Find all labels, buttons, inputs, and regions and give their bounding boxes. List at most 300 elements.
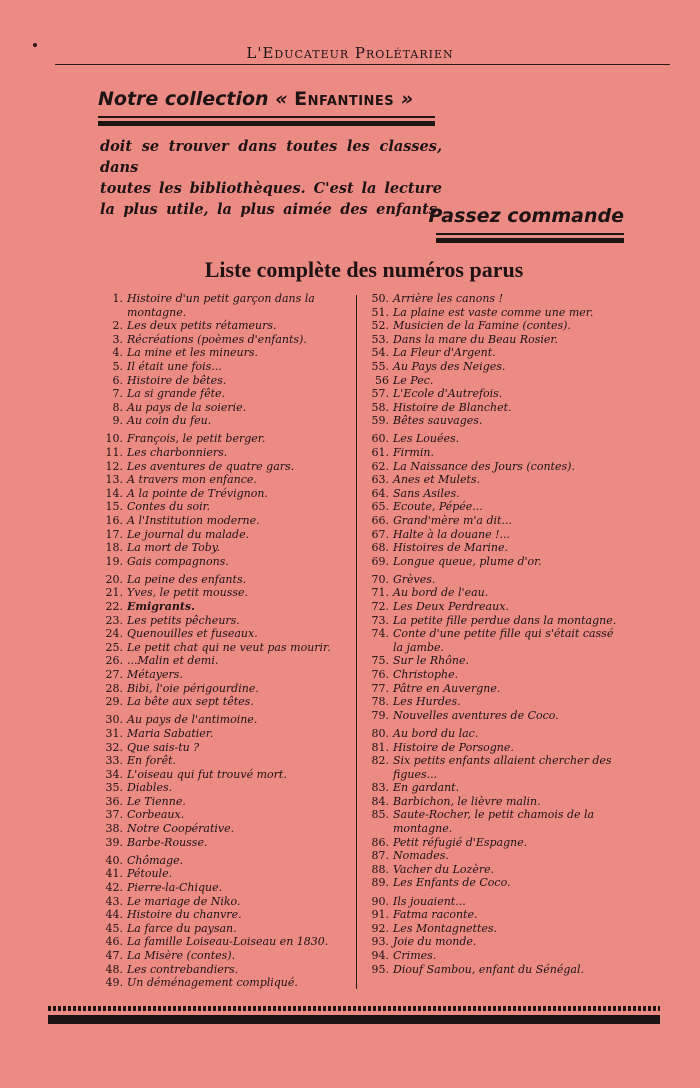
list-item bbox=[100, 500, 352, 514]
item-title: Au Pays des Neiges. bbox=[393, 359, 506, 373]
list-item bbox=[100, 854, 352, 868]
item-title: Emigrants. bbox=[127, 600, 195, 614]
column-divider bbox=[356, 295, 357, 989]
list-item bbox=[100, 727, 352, 741]
item-number: 49. bbox=[105, 976, 123, 990]
item-number: 86. bbox=[371, 835, 389, 849]
item-title: Sans Asiles. bbox=[393, 486, 460, 500]
item-title: Les Montagnettes. bbox=[393, 921, 498, 935]
list-item bbox=[366, 627, 622, 654]
item-title: Diables. bbox=[127, 781, 173, 795]
list-item bbox=[366, 614, 622, 628]
list-item bbox=[100, 555, 352, 569]
item-number: 52. bbox=[371, 319, 389, 333]
item-number: 26. bbox=[105, 654, 123, 668]
item-title: La peine des enfants. bbox=[127, 572, 247, 586]
list-item bbox=[100, 781, 352, 795]
item-title: Ils jouaient... bbox=[393, 894, 466, 908]
item-title: Les deux petits rétameurs. bbox=[127, 319, 277, 333]
item-title: La bête aux sept têtes. bbox=[127, 695, 254, 709]
list-item bbox=[366, 414, 622, 428]
item-title: La petite fille perdue dans la montagne. bbox=[393, 613, 617, 627]
list-item bbox=[366, 600, 622, 614]
item-title: Grand'mère m'a dit... bbox=[393, 514, 512, 527]
collection-title bbox=[98, 88, 413, 110]
item-number: 18. bbox=[105, 541, 123, 555]
item-title: Conte d'une petite fille qui s'était cassé la jambe. bbox=[393, 627, 614, 654]
item-title: Histoire de bêtes. bbox=[127, 373, 227, 387]
list-item bbox=[100, 401, 352, 415]
item-number: 36. bbox=[105, 794, 123, 808]
item-number: 61. bbox=[371, 446, 389, 460]
item-title: La mort de Toby. bbox=[127, 541, 221, 555]
item-number: 35. bbox=[105, 781, 123, 795]
item-title: Histoire de Porsogne. bbox=[393, 740, 514, 754]
list-item bbox=[366, 460, 622, 474]
item-title: Les Hurdes. bbox=[393, 695, 461, 709]
item-number: 87. bbox=[371, 849, 389, 863]
item-number: 70. bbox=[371, 572, 389, 586]
list-item bbox=[366, 849, 622, 863]
list-item bbox=[100, 654, 352, 668]
list-item bbox=[366, 333, 622, 347]
item-number: 83. bbox=[371, 781, 389, 795]
item-title: Crimes. bbox=[393, 948, 437, 962]
item-title: Un déménagement compliqué. bbox=[127, 976, 298, 990]
list-item bbox=[100, 514, 352, 528]
list-item bbox=[100, 836, 352, 850]
list-item bbox=[100, 473, 352, 487]
list-column-left bbox=[100, 292, 352, 990]
item-number: 27. bbox=[105, 668, 123, 682]
list-item bbox=[100, 627, 352, 641]
list-item bbox=[366, 374, 622, 388]
list-item bbox=[100, 976, 352, 990]
item-title: La plaine est vaste comme une mer. bbox=[393, 305, 594, 319]
item-number: 92. bbox=[371, 921, 389, 935]
item-number: 77. bbox=[371, 681, 389, 695]
item-number: 46. bbox=[105, 935, 123, 949]
list-item bbox=[100, 487, 352, 501]
list-item bbox=[100, 374, 352, 388]
list-item bbox=[366, 473, 622, 487]
item-number: 74. bbox=[371, 627, 389, 641]
item-number: 89. bbox=[371, 876, 389, 890]
item-number: 60. bbox=[371, 432, 389, 446]
item-number: 42. bbox=[105, 880, 123, 894]
list-item bbox=[100, 908, 352, 922]
item-title: Histoire de Blanchet. bbox=[393, 400, 512, 414]
item-title: Grèves. bbox=[393, 572, 436, 586]
list-item bbox=[366, 895, 622, 909]
item-number: 71. bbox=[371, 586, 389, 600]
item-number: 20. bbox=[105, 572, 123, 586]
list-item bbox=[366, 586, 622, 600]
list-item bbox=[100, 432, 352, 446]
item-title: Saute-Rocher, le petit chamois de la montagne. bbox=[393, 808, 595, 836]
item-number: 22. bbox=[105, 600, 123, 614]
item-title: Les aventures de quatre gars. bbox=[127, 459, 295, 473]
item-number: 59. bbox=[371, 414, 389, 428]
item-title: Dans la mare du Beau Rosier. bbox=[393, 332, 558, 346]
item-title: Le Tienne. bbox=[127, 794, 186, 808]
item-number: 2. bbox=[112, 319, 123, 333]
title-underline-thick bbox=[98, 121, 435, 126]
item-title: La famille Loiseau-Loiseau en 1830. bbox=[127, 935, 329, 949]
list-item bbox=[100, 808, 352, 822]
item-title: Au pays de la soierie. bbox=[127, 400, 247, 414]
list-item bbox=[366, 922, 622, 936]
item-title: Histoires de Marine. bbox=[393, 541, 508, 555]
item-number: 51. bbox=[371, 305, 389, 319]
item-title: La Misère (contes). bbox=[127, 948, 236, 962]
list-item bbox=[100, 768, 352, 782]
item-number: 81. bbox=[371, 740, 389, 754]
item-title: Halte à la douane !... bbox=[393, 527, 511, 541]
item-number: 10. bbox=[105, 432, 123, 446]
item-number: 40. bbox=[105, 853, 123, 867]
item-title: Au coin du feu. bbox=[127, 414, 212, 428]
list-item bbox=[100, 895, 352, 909]
item-title: Le mariage de Niko. bbox=[127, 894, 241, 908]
item-number: 45. bbox=[105, 921, 123, 935]
list-item bbox=[366, 682, 622, 696]
item-number: 93. bbox=[371, 935, 389, 949]
item-number: 47. bbox=[105, 948, 123, 962]
item-title: Fatma raconte. bbox=[393, 908, 478, 922]
item-title: Que sais-tu ? bbox=[127, 740, 200, 754]
list-item bbox=[100, 963, 352, 977]
order-underline-thick bbox=[436, 238, 624, 243]
list-item bbox=[366, 741, 622, 755]
item-title: Chômage. bbox=[127, 853, 184, 867]
item-number: 30. bbox=[105, 713, 123, 727]
item-title: A travers mon enfance. bbox=[127, 473, 257, 487]
list-item bbox=[100, 528, 352, 542]
item-title: Vacher du Lozère. bbox=[393, 862, 495, 876]
item-title: Gais compagnons. bbox=[127, 554, 229, 568]
item-title: En gardant. bbox=[393, 781, 460, 795]
item-title: Contes du soir. bbox=[127, 500, 211, 514]
list-item bbox=[100, 346, 352, 360]
list-item bbox=[100, 754, 352, 768]
item-number: 73. bbox=[371, 613, 389, 627]
item-title: Les charbonniers. bbox=[127, 446, 228, 460]
item-title: Nouvelles aventures de Coco. bbox=[393, 708, 559, 722]
list-item bbox=[100, 360, 352, 374]
list-item bbox=[366, 555, 622, 569]
item-title: La Fleur d'Argent. bbox=[393, 346, 496, 360]
list-column-right bbox=[366, 292, 622, 976]
item-number: 4. bbox=[112, 346, 123, 360]
item-number: 65. bbox=[371, 500, 389, 514]
item-title: En forêt. bbox=[127, 754, 176, 768]
item-title: Longue queue, plume d'or. bbox=[393, 554, 542, 568]
item-number: 9. bbox=[112, 414, 123, 428]
item-number: 33. bbox=[105, 754, 123, 768]
item-title: Le journal du malade. bbox=[127, 527, 250, 541]
item-title: Corbeaux. bbox=[127, 808, 185, 822]
item-title: Au pays de l'antimoine. bbox=[127, 713, 258, 727]
list-item bbox=[366, 727, 622, 741]
list-item bbox=[100, 614, 352, 628]
item-title: La si grande fête. bbox=[127, 387, 226, 401]
item-number: 39. bbox=[105, 835, 123, 849]
item-number: 13. bbox=[105, 473, 123, 487]
intro-line: la plus utile, la plus aimée des enfants. bbox=[100, 201, 442, 218]
item-title: Ecoute, Pépée... bbox=[393, 500, 483, 514]
item-number: 76. bbox=[371, 668, 389, 682]
list-item bbox=[366, 781, 622, 795]
item-number: 75. bbox=[371, 654, 389, 668]
intro-line: toutes les bibliothèques. C'est la lecture bbox=[100, 180, 442, 197]
item-number: 84. bbox=[371, 794, 389, 808]
item-number: 14. bbox=[105, 486, 123, 500]
order-heading: Passez commande bbox=[428, 205, 624, 227]
list-item bbox=[366, 695, 622, 709]
item-number: 64. bbox=[371, 486, 389, 500]
item-title: La farce du paysan. bbox=[127, 921, 237, 935]
item-title: Musicien de la Famine (contes). bbox=[393, 319, 571, 333]
list-item bbox=[100, 668, 352, 682]
item-title: Le Pec. bbox=[393, 373, 434, 387]
header-rule bbox=[55, 64, 670, 65]
item-title: Christophe. bbox=[393, 668, 459, 682]
item-number: 3. bbox=[112, 332, 123, 346]
list-item bbox=[100, 881, 352, 895]
item-title: Barbe-Rousse. bbox=[127, 835, 208, 849]
item-number: 16. bbox=[105, 514, 123, 527]
list-item bbox=[366, 949, 622, 963]
item-title: Les petits pêcheurs. bbox=[127, 613, 240, 627]
item-title: L'oiseau qui fut trouvé mort. bbox=[127, 767, 287, 781]
list-item bbox=[366, 387, 622, 401]
list-item bbox=[366, 863, 622, 877]
list-item bbox=[366, 836, 622, 850]
item-title: Le petit chat qui ne veut pas mourir. bbox=[127, 640, 331, 654]
item-number: 24. bbox=[105, 627, 123, 641]
list-item bbox=[100, 586, 352, 600]
list-item bbox=[366, 487, 622, 501]
list-item bbox=[100, 414, 352, 428]
item-title: Maria Sabatier. bbox=[127, 726, 214, 740]
list-item bbox=[366, 754, 622, 781]
item-title: Il était une fois... bbox=[127, 359, 222, 373]
list-item bbox=[366, 573, 622, 587]
list-item bbox=[100, 682, 352, 696]
item-title: Diouf Sambou, enfant du Sénégal. bbox=[393, 962, 584, 976]
item-number: 54. bbox=[371, 346, 389, 360]
item-title: Barbichon, le lièvre malin. bbox=[393, 794, 541, 808]
item-number: 34. bbox=[105, 767, 123, 781]
item-number: 11. bbox=[105, 446, 123, 460]
list-item bbox=[366, 360, 622, 374]
list-item bbox=[366, 963, 622, 977]
item-number: 23. bbox=[105, 613, 123, 627]
item-title: Sur le Rhône. bbox=[393, 654, 469, 668]
item-number: 90. bbox=[371, 894, 389, 908]
item-title: Au bord de l'eau. bbox=[393, 586, 489, 600]
list-item bbox=[100, 573, 352, 587]
running-title: L'Educateur Prolétarien bbox=[246, 44, 454, 62]
list-title: Liste complète des numéros parus bbox=[204, 257, 524, 282]
item-title: François, le petit berger. bbox=[127, 432, 266, 446]
list-item bbox=[366, 346, 622, 360]
list-item bbox=[366, 500, 622, 514]
item-number: 85. bbox=[371, 808, 389, 822]
item-title: Quenouilles et fuseaux. bbox=[127, 627, 258, 641]
item-number: 94. bbox=[371, 948, 389, 962]
list-item bbox=[366, 401, 622, 415]
list-item bbox=[100, 867, 352, 881]
list-item bbox=[100, 795, 352, 809]
intro-paragraph bbox=[100, 136, 442, 220]
item-title: Notre Coopérative. bbox=[127, 822, 235, 836]
item-number: 44. bbox=[105, 908, 123, 922]
list-item bbox=[366, 808, 622, 835]
item-title: Métayers. bbox=[127, 668, 183, 682]
item-number: 67. bbox=[371, 527, 389, 541]
item-number: 78. bbox=[371, 695, 389, 709]
footer-dotted-rule bbox=[48, 1006, 660, 1011]
item-number: 12. bbox=[105, 459, 123, 473]
item-title: Pâtre en Auvergne. bbox=[393, 681, 501, 695]
item-title: La mine et les mineurs. bbox=[127, 346, 259, 360]
list-item bbox=[366, 306, 622, 320]
item-number: 48. bbox=[105, 962, 123, 976]
list-item bbox=[366, 432, 622, 446]
list-item bbox=[100, 713, 352, 727]
item-number: 62. bbox=[371, 459, 389, 473]
list-item bbox=[100, 541, 352, 555]
item-title: Pierre-la-Chique. bbox=[127, 880, 223, 894]
list-item bbox=[100, 387, 352, 401]
list-item bbox=[100, 822, 352, 836]
list-item bbox=[366, 654, 622, 668]
item-title: Nomades. bbox=[393, 849, 449, 863]
item-title: Pétoule. bbox=[127, 867, 173, 881]
item-title: Yves, le petit mousse. bbox=[127, 586, 248, 600]
item-number: 56 bbox=[375, 373, 389, 387]
list-item bbox=[100, 949, 352, 963]
list-item bbox=[100, 292, 352, 319]
item-title: Récréations (poèmes d'enfants). bbox=[127, 332, 307, 346]
item-number: 68. bbox=[371, 541, 389, 555]
item-number: 91. bbox=[371, 908, 389, 922]
order-underline bbox=[436, 233, 624, 235]
item-title: A la pointe de Trévignon. bbox=[127, 486, 268, 500]
list-item bbox=[366, 935, 622, 949]
list-item bbox=[366, 319, 622, 333]
item-number: 5. bbox=[112, 359, 123, 373]
item-number: 31. bbox=[105, 726, 123, 740]
intro-line: doit se trouver dans toutes les classes, dans bbox=[100, 138, 442, 176]
list-item bbox=[366, 908, 622, 922]
list-item bbox=[100, 641, 352, 655]
item-title: Les Louées. bbox=[393, 432, 460, 446]
item-number: 32. bbox=[105, 740, 123, 754]
list-item bbox=[366, 876, 622, 890]
list-item bbox=[366, 446, 622, 460]
item-number: 37. bbox=[105, 808, 123, 822]
item-number: 29. bbox=[105, 695, 123, 709]
item-title: A l'Institution moderne. bbox=[127, 514, 260, 527]
item-number: 1. bbox=[112, 292, 123, 305]
item-number: 72. bbox=[371, 600, 389, 614]
item-number: 15. bbox=[105, 500, 123, 514]
collection-title-suffix: » bbox=[394, 88, 414, 110]
list-item bbox=[366, 528, 622, 542]
item-title: Joie du monde. bbox=[393, 935, 477, 949]
item-number: 63. bbox=[371, 473, 389, 487]
item-title: Anes et Mulets. bbox=[393, 473, 481, 487]
item-title: La Naissance des Jours (contes). bbox=[393, 459, 575, 473]
item-number: 21. bbox=[105, 586, 123, 600]
item-title: ...Malin et demi. bbox=[127, 654, 219, 668]
item-number: 88. bbox=[371, 862, 389, 876]
item-number: 7. bbox=[112, 387, 123, 401]
list-item bbox=[100, 695, 352, 709]
list-item bbox=[366, 668, 622, 682]
item-number: 79. bbox=[371, 708, 389, 722]
item-title: Histoire du chanvre. bbox=[127, 908, 242, 922]
list-item bbox=[100, 922, 352, 936]
item-number: 58. bbox=[371, 400, 389, 414]
item-number: 82. bbox=[371, 754, 389, 768]
list-item bbox=[366, 541, 622, 555]
list-item bbox=[100, 600, 352, 614]
collection-title-name: Enfantines bbox=[294, 88, 395, 110]
list-item bbox=[100, 333, 352, 347]
item-title: Arrière les canons ! bbox=[393, 292, 503, 305]
item-title: Six petits enfants allaient chercher des figues... bbox=[393, 754, 612, 781]
item-number: 19. bbox=[105, 554, 123, 568]
item-title: Au bord du lac. bbox=[393, 726, 479, 740]
item-number: 95. bbox=[371, 962, 389, 976]
list-item bbox=[366, 514, 622, 528]
title-underline bbox=[98, 116, 435, 118]
footer-bar bbox=[48, 1015, 660, 1024]
list-item bbox=[100, 446, 352, 460]
item-title: Les Deux Perdreaux. bbox=[393, 600, 509, 614]
item-number: 55. bbox=[371, 359, 389, 373]
item-title: Histoire d'un petit garçon dans la montagne. bbox=[127, 292, 315, 319]
item-number: 8. bbox=[112, 400, 123, 414]
collection-title-prefix: Notre collection « bbox=[98, 88, 295, 110]
item-title: Bêtes sauvages. bbox=[393, 414, 483, 428]
item-number: 50. bbox=[371, 292, 389, 305]
item-title: Bibi, l'oie périgourdine. bbox=[127, 681, 259, 695]
item-title: L'Ecole d'Autrefois. bbox=[393, 387, 503, 401]
item-number: 41. bbox=[105, 867, 123, 881]
item-number: 66. bbox=[371, 514, 389, 527]
item-title: Les contrebandiers. bbox=[127, 962, 239, 976]
item-number: 25. bbox=[105, 640, 123, 654]
item-number: 38. bbox=[105, 822, 123, 836]
list-item bbox=[100, 460, 352, 474]
item-number: 80. bbox=[371, 726, 389, 740]
item-title: Petit réfugié d'Espagne. bbox=[393, 835, 528, 849]
list-item bbox=[100, 319, 352, 333]
item-title: Firmin. bbox=[393, 446, 434, 460]
item-title: Les Enfants de Coco. bbox=[393, 876, 511, 890]
item-number: 57. bbox=[371, 387, 389, 401]
list-item bbox=[366, 795, 622, 809]
list-item bbox=[366, 709, 622, 723]
item-number: 28. bbox=[105, 681, 123, 695]
item-number: 6. bbox=[112, 373, 123, 387]
item-number: 17. bbox=[105, 527, 123, 541]
